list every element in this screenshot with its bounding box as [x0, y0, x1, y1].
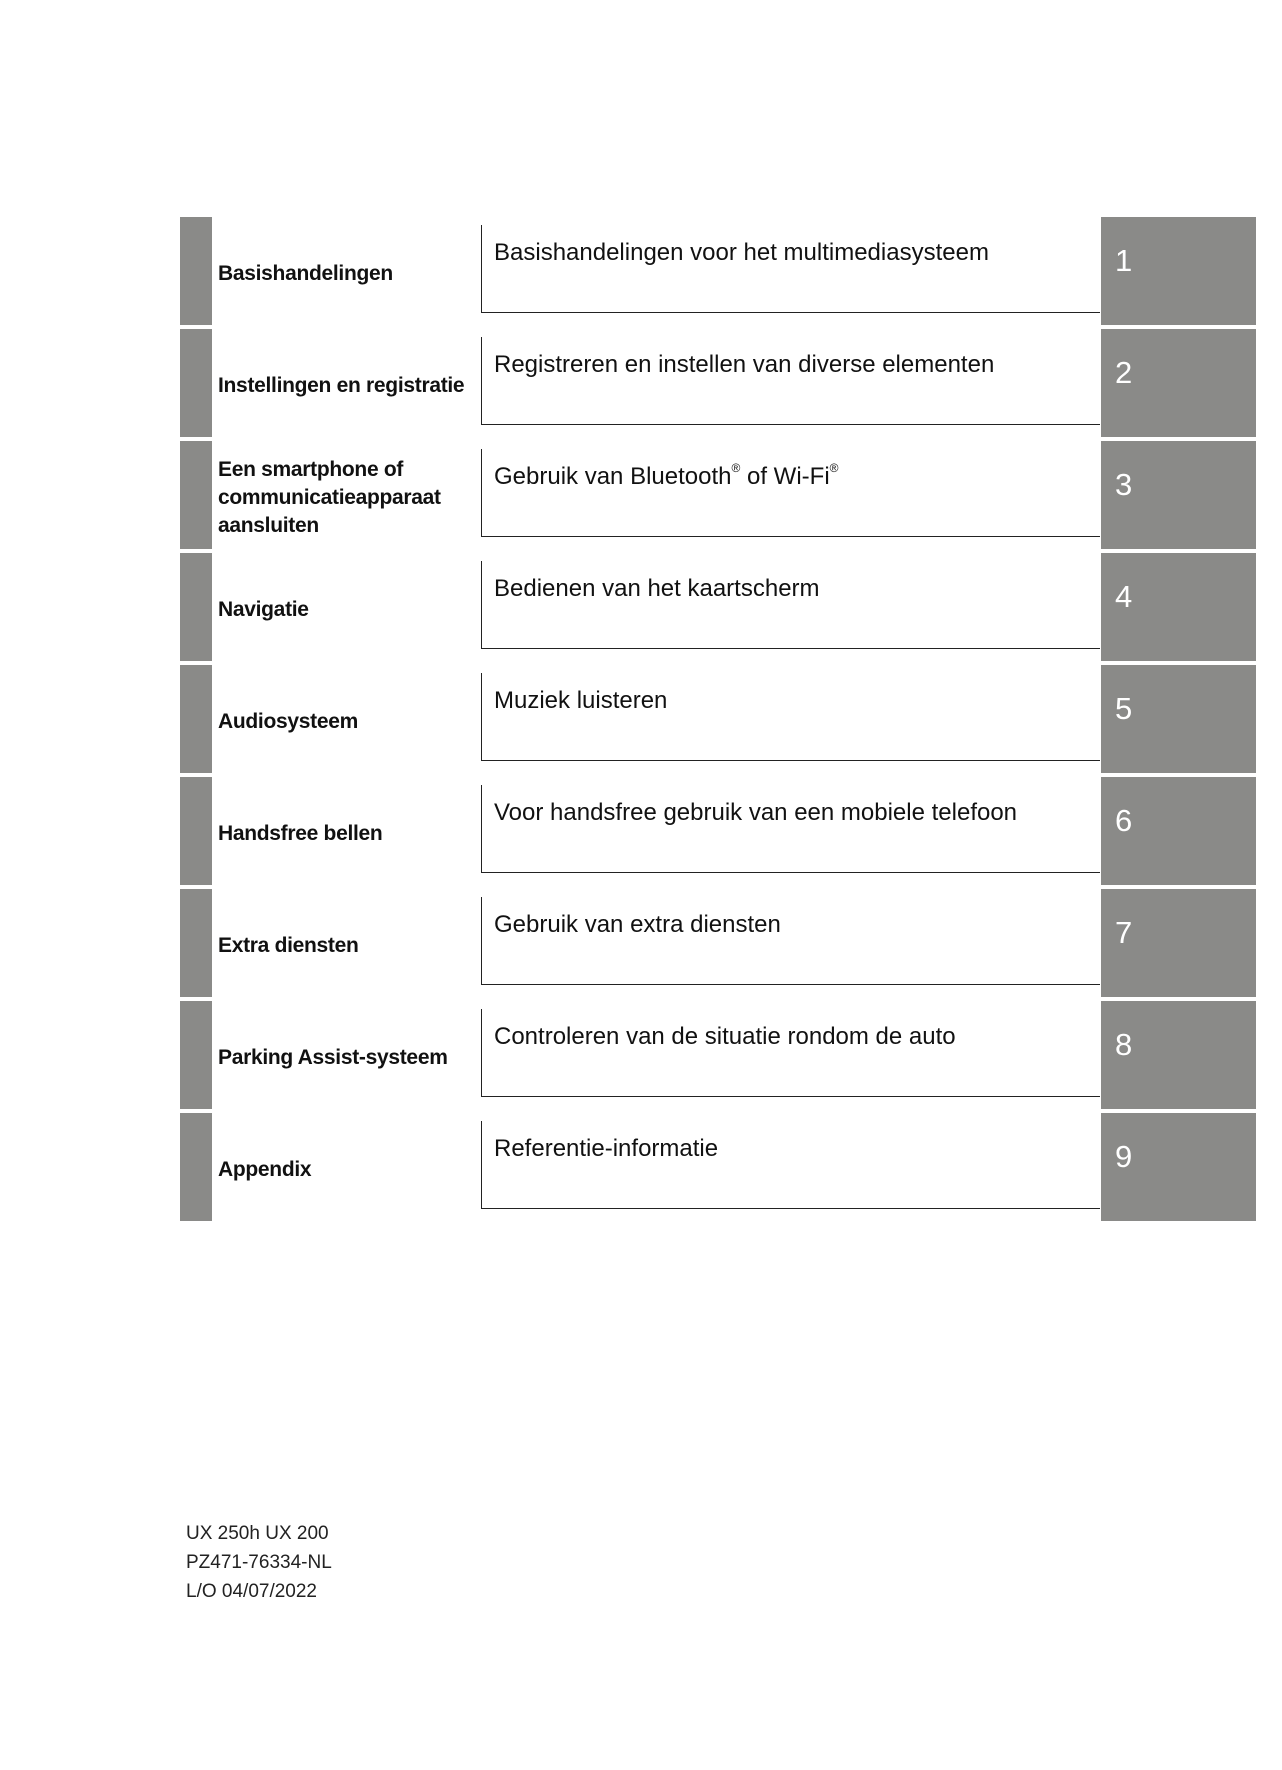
section-title: Extra diensten	[218, 934, 359, 957]
chapter-tab[interactable]: 8	[1101, 1001, 1256, 1109]
toc-row-2[interactable]	[180, 329, 1256, 437]
chapter-link[interactable]	[481, 897, 1100, 985]
chapter-title: Gebruik van extra diensten	[494, 911, 781, 938]
chapter-title	[494, 463, 839, 491]
section-marker	[180, 1113, 212, 1221]
toc-row-7[interactable]	[180, 889, 1256, 997]
section-title: Parking Assist-systeem	[218, 1046, 448, 1069]
section-marker	[180, 889, 212, 997]
toc-row-6[interactable]	[180, 777, 1256, 885]
chapter-title: Referentie-informatie	[494, 1135, 719, 1162]
part-number: PZ471-76334-NL	[186, 1552, 332, 1573]
chapter-tab[interactable]: 4	[1101, 553, 1256, 661]
chapter-link[interactable]	[481, 673, 1100, 761]
chapter-tab[interactable]: 3	[1101, 441, 1256, 549]
chapter-title: Muziek luisteren	[494, 687, 668, 714]
toc-row-9[interactable]	[180, 1113, 1256, 1221]
registered-mark: ®	[731, 461, 741, 475]
document-footer	[186, 1519, 332, 1606]
section-title: Basishandelingen	[218, 262, 393, 285]
chapter-title: Bedienen van het kaartscherm	[494, 575, 820, 602]
section-marker	[180, 553, 212, 661]
section-marker	[180, 1001, 212, 1109]
chapter-tab[interactable]: 5	[1101, 665, 1256, 773]
section-title: Navigatie	[218, 598, 309, 621]
section-title: Instellingen en registratie	[218, 374, 465, 397]
chapter-link[interactable]	[481, 449, 1100, 537]
chapter-title-part: Gebruik van Bluetooth	[494, 463, 732, 490]
chapter-link[interactable]	[481, 785, 1100, 873]
section-marker	[180, 665, 212, 773]
toc-row-8[interactable]	[180, 1001, 1256, 1109]
chapter-title: Basishandelingen voor het multimediasysteem	[494, 239, 989, 266]
chapter-title: Controleren van de situatie rondom de auto	[494, 1023, 956, 1050]
section-title: Handsfree bellen	[218, 822, 383, 845]
chapter-title: Registreren en instellen van diverse elementen	[494, 351, 995, 378]
section-marker	[180, 329, 212, 437]
chapter-tab[interactable]: 9	[1101, 1113, 1256, 1221]
section-marker	[180, 777, 212, 885]
toc-row-5[interactable]	[180, 665, 1256, 773]
chapter-link[interactable]	[481, 225, 1100, 313]
chapter-title-part: of Wi-Fi	[740, 463, 830, 490]
chapter-link[interactable]	[481, 337, 1100, 425]
section-title: Appendix	[218, 1158, 312, 1181]
toc-row-1[interactable]	[180, 217, 1256, 325]
chapter-link[interactable]	[481, 1121, 1100, 1209]
section-title: Audiosysteem	[218, 710, 358, 733]
chapter-tab[interactable]: 2	[1101, 329, 1256, 437]
publication-date: L/O 04/07/2022	[186, 1581, 317, 1602]
chapter-title: Voor handsfree gebruik van een mobiele telefoon	[494, 799, 1018, 826]
chapter-tab[interactable]: 1	[1101, 217, 1256, 325]
toc-row-4[interactable]	[180, 553, 1256, 661]
chapter-link[interactable]	[481, 1009, 1100, 1097]
section-marker	[180, 217, 212, 325]
toc-row-3[interactable]	[180, 441, 1256, 549]
registered-mark: ®	[829, 461, 839, 475]
section-title: Een smartphone of communicatieapparaat aansluiten	[218, 458, 441, 537]
model-name: UX 250h UX 200	[186, 1523, 329, 1544]
chapter-link[interactable]	[481, 561, 1100, 649]
section-marker	[180, 441, 212, 549]
chapter-tab[interactable]: 7	[1101, 889, 1256, 997]
chapter-tab[interactable]: 6	[1101, 777, 1256, 885]
table-of-contents	[180, 217, 1256, 1225]
